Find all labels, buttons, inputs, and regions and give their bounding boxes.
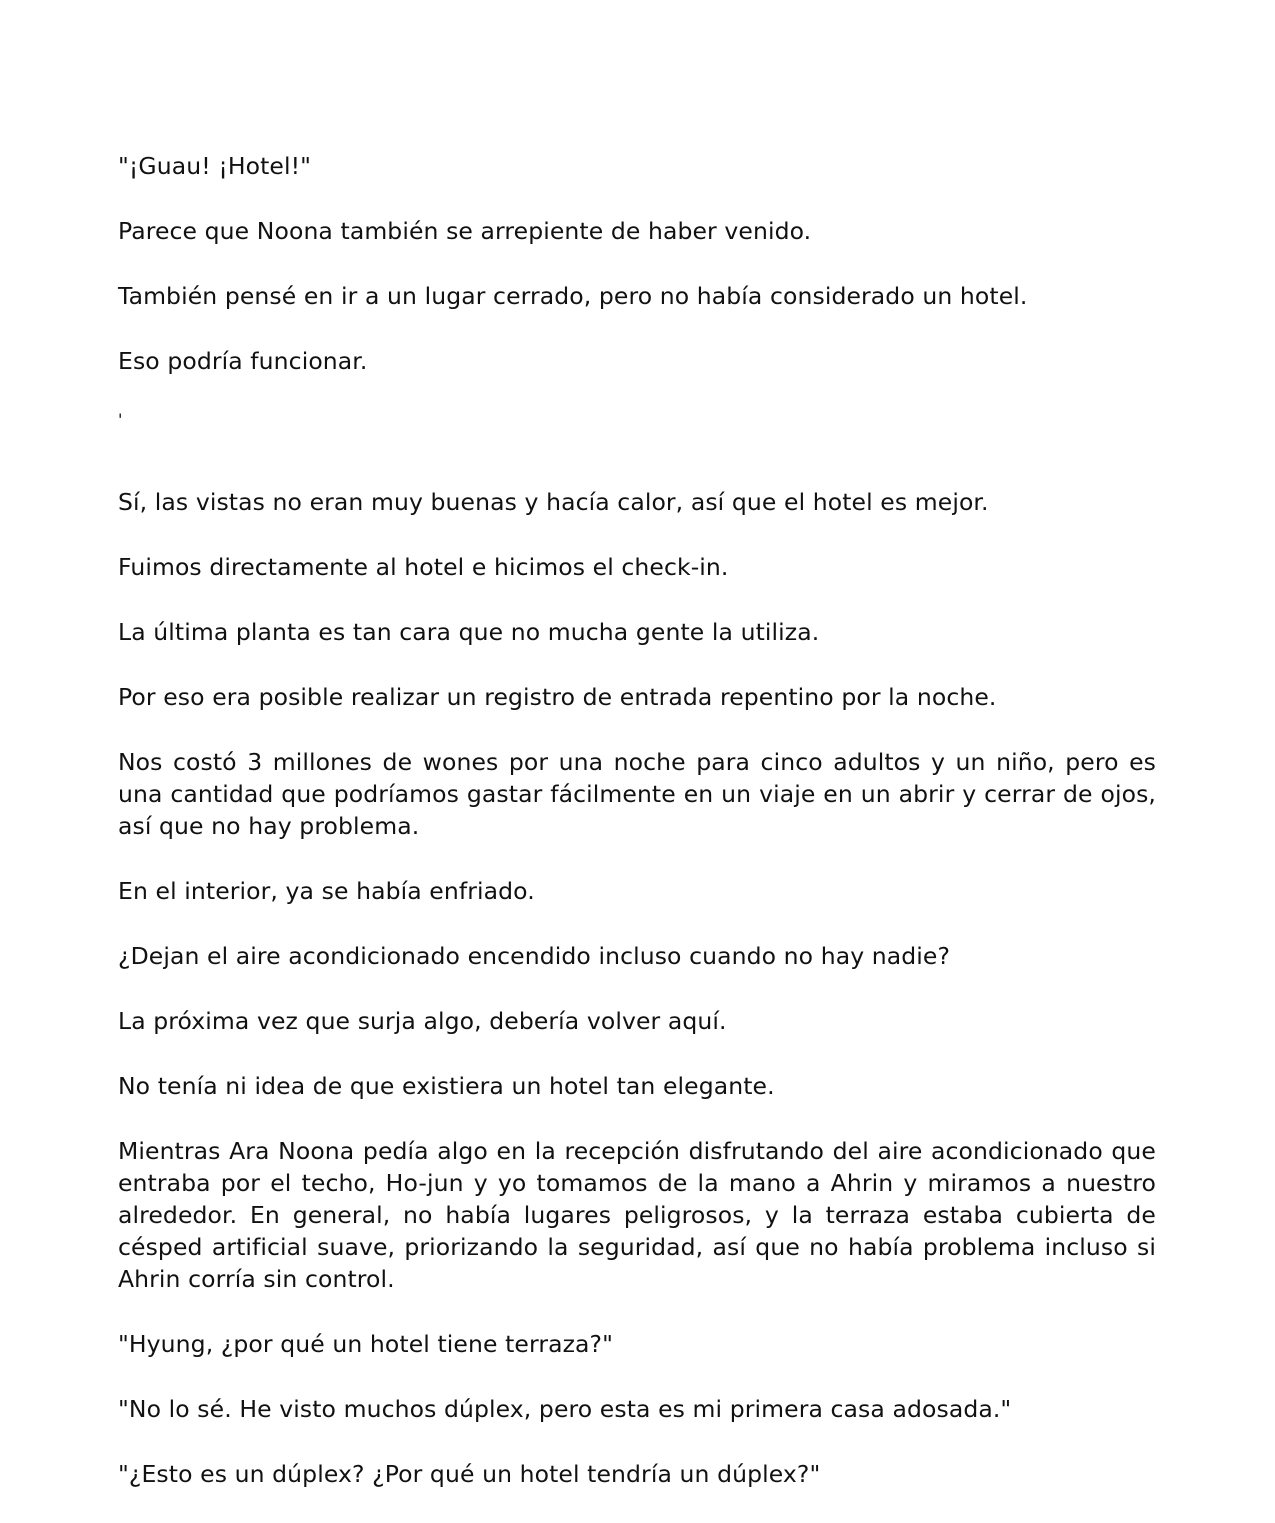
paragraph-9: Nos costó 3 millones de wones por una noche para cinco adultos y un niño, pero es una cantidad que podríamos gastar fácilmente en un viaje en un abrir y cerrar de ojos, así que no hay problema. (118, 748, 1156, 840)
stray-mark: ' (118, 410, 123, 429)
paragraph-3: También pensé en ir a un lugar cerrado, pero no había considerado un hotel. (118, 282, 1028, 310)
paragraph-15: "Hyung, ¿por qué un hotel tiene terraza?" (118, 1330, 613, 1358)
paragraph-14: Mientras Ara Noona pedía algo en la recepción disfrutando del aire acondicionado que entraba por el techo, Ho-jun y yo tomamos de la mano a Ahrin y miramos a nuestro alrededor. En general, no había lugares peligrosos, y la terraza estaba cubierta de césped artificial suave, priorizando la seguridad, así que no había problema incluso si Ahrin corría sin control. (118, 1137, 1156, 1293)
body-text (118, 150, 1156, 1523)
paragraph-7: La última planta es tan cara que no mucha gente la utiliza. (118, 618, 820, 646)
paragraph-16: "No lo sé. He visto muchos dúplex, pero esta es mi primera casa adosada." (118, 1395, 1012, 1423)
paragraph-2: Parece que Noona también se arrepiente de haber venido. (118, 217, 812, 245)
paragraph-4: Eso podría funcionar. (118, 347, 368, 375)
paragraph-17: "¿Esto es un dúplex? ¿Por qué un hotel tendría un dúplex?" (118, 1460, 821, 1488)
paragraph-5: Sí, las vistas no eran muy buenas y hacía calor, así que el hotel es mejor. (118, 488, 989, 516)
paragraph-12: La próxima vez que surja algo, debería volver aquí. (118, 1007, 727, 1035)
paragraph-13: No tenía ni idea de que existiera un hotel tan elegante. (118, 1072, 775, 1100)
paragraph-6: Fuimos directamente al hotel e hicimos el check-in. (118, 553, 729, 581)
paragraph-10: En el interior, ya se había enfriado. (118, 877, 535, 905)
paragraph-8: Por eso era posible realizar un registro de entrada repentino por la noche. (118, 683, 997, 711)
paragraph-11: ¿Dejan el aire acondicionado encendido incluso cuando no hay nadie? (118, 942, 951, 970)
paragraph-1: "¡Guau! ¡Hotel!" (118, 152, 312, 180)
